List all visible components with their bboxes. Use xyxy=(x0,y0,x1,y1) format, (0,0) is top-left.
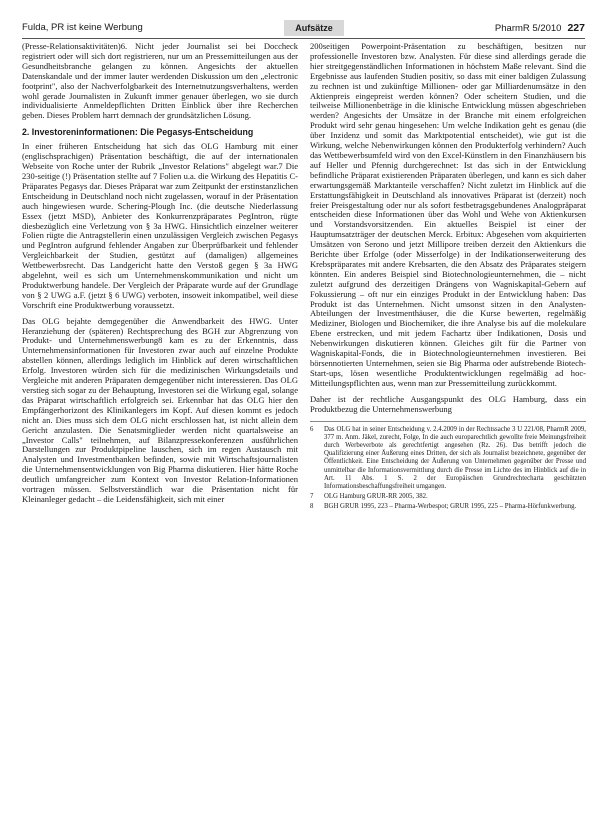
section-heading: 2. Investoreninformationen: Die Pegasys-Entscheidung xyxy=(22,127,254,138)
footnote-rule xyxy=(310,421,586,422)
running-title: Fulda, PR ist keine Werbung xyxy=(22,22,143,33)
journal-reference xyxy=(495,22,585,34)
paragraph-conclusion: Daher ist der rechtliche Ausgangspunkt des OLG Hamburg, dass ein Produktbezug die Unternehmenswerbung xyxy=(310,393,586,414)
footnote: 7 OLG Hamburg GRUR-RR 2005, 382. xyxy=(310,493,428,501)
running-header xyxy=(22,22,585,36)
footnote: 8 BGH GRUR 1995, 223 – Pharma-Werbespot; GRUR 1995, 225 – Pharma-Hörfunkwerbung. xyxy=(310,503,577,511)
footnote: 6 Das OLG hat in seiner Entscheidung v. 2.4.2009 in der Rechtssache 3 U 221/08, PharmR 2009, 377 m. Anm. Jäkel, zurecht, Folge, In die auch europarechtlich gewollte freie Meinungsfreiheit durch Werbeverbote als gerechtfertigt angesehen (Rz. 26). Das betrifft jedoch die Qualifizierung einer Äußerung eines Dritten, der sich als Journalist bezeichnete, gegenüber der Öffentlichkeit. Eine Entscheidung der Äußerung von Unternehmen gegenüber der Presse und unmittelbar die Informationsvermittlung durch die Presse im Lichte des im Hinblick auf die in Art. 11 Abs. 1 S. 2 der Europäischen Grundrechtecharta geschützten Informationsbeschaffungsfreiheit umgangen. xyxy=(310,425,586,490)
journal-issue: PharmR 5/2010 xyxy=(494,23,562,34)
paragraph-olg: Das OLG bejahte demgegenüber die Anwendbarkeit des HWG. Unter Heranziehung der (späteren) Rechtsprechung des BGH zur Abgrenzung von Produkt- und Unternehmenswerbung8 kam es zu der Erkenntnis, dass Unternehmensinformationen für Investoren zwar auch auf einzelne Produkte abstellen können, allerdings lediglich im Hinblick auf deren wirtschaftlichen Erfolg. Investoren würden sich für die medizinischen Wirkungsdetails und Vergleiche mit anderen Präparaten demgegenüber nicht interessieren. Das OLG verstieg sich sogar zu der Behauptung, Investoren sei die Wirkung egal, solange das Präparat wirtschaftlich erfolgreich sei. Erkennbar hat das OLG hier den Empfängerhorizont des Klinikanlegers im Kopf. Auf diesen kommt es jedoch nicht an. Dies muss sich dem OLG nicht erschlossen hat, ist nicht allein dem Gericht anzulasten. Die Senatsmitglieder werden nicht quartalsweise an „Investor Calls" teilnehmen, auf Bilanzpressekonferenzen ausführlichen Darstellungen zur Produktpipeline lauschen, sich im regen Austausch mit Analysten und Investmentbanken befinden, sowie mit Wirtschaftsjournalisten die Unternehmensentwicklungen von Big Pharma diskutieren. Hier hätte Roche deutlich umfangreicher zum Kontext von Investor Relation-Informationen vortragen müssen. Selbstverständlich war die Präsentation nicht für Kleinanleger gedacht – die Leidensfähigkeit, sich mit einer xyxy=(22,315,298,504)
left-column xyxy=(22,42,298,511)
paragraph-investors: 200seitigen Powerpoint-Präsentation zu beschäftigen, besitzen nur professionelle Investoren bzw. Analysten. Für diese sind allerdings gerade die hier streitgegenständlichen Informationen in höchstem Maße relevant. Sind die Ergebnisse aus laufenden Studien positiv, so dass mit einer baldigen Zulassung zu rechnen ist und zukünftige Millionen- oder gar Milliardenumsätze in den Aktienpreis eingepreist werden können? Oder scheitern Studien, und die teilweise Millionenbeträge in die klinische Entwicklung müssen abgeschrieben werden? Angesichts der Umsätze in der Branche mit einem erfolgreichen Produkt wird sehr genau hingesehen: Um welche Indikation geht es genau (die über Inzidenz und somit das Marktpotential entscheidet), wie gut ist die Wirkung, welche Nebenwirkungen können den Produkterfolg verhindern? Auch das Wettbewerbsumfeld wird von den Excel-Künstlern in den Finanzhäusern bis auf Heller und Pfennig durchgerechnet: Ist das sich in der Entwicklung befindliche Präparat existierenden Präparaten überlegen, und kann es sich daher erwartungsgemäß Marktanteile verschaffen? Nicht zuletzt im Hinblick auf die Erstattungsfähigkeit in Deutschland als innovatives Präparat ist (derzeit) noch freier Preisgestaltung oder nur als sofort festbetragsgebundenes Analogpräparat entscheiden diese Informationen über das Wohl und Wehe von Aktienkursen und Vorstandsvorsitzenden. Ein aktuelles Beispiel ist einer der Hauptumsatzträger der deutschen Merck. Erbitux: Abgesehen vom akquirierten Umsätzen von Serono und jetzt Millipore treiben derzeit den Aktienkurs die Berichte über Erfolge (oder Misserfolge) in der Indikationserweiterung des Krebspräparates mit andere Krebsarten, die den Absatz des Präparates steigern könnten. Ein anderes Beispiel sind Biotechnologieunternehmen, die – nicht zuletzt aufgrund des derzeitigen Drängens von Wagniskapital-Gebern auf Fokussierung – oft nur ein einziges Produkt in der Entwicklung haben: Das Produkt ist das Unternehmen. Nicht umsonst sitzen in den Analysten-Abteilungen der Investmenthäuser, die die Kurse bewerten, regelmäßig Mediziner, Biologen und Biochemiker, die ihre Analyse bis auf die molekulare Ebene erstrecken, und mit jedem Fachartz über Indikationen, Dosis und Nebenwirkungen diskutieren können. Gleiches gilt für die Partner von Wagniskapital-Fonds, die in Biotechnologieunternehmen investieren. Bei börsennotierten Unternehmen, seien sie Big Pharma oder aufstrebende Biotech-Start-ups, lösen wesentliche Produktentwicklungen regelmäßig ad hoc-Mitteilungspflichten aus, wenn man zur Pressemitteilung zurückkommt. xyxy=(310,41,586,388)
header-rule xyxy=(22,38,585,39)
section-tab: Aufsätze xyxy=(284,20,344,36)
paragraph-decision: In einer früheren Entscheidung hat sich das OLG Hamburg mit einer (englischsprachigen) Präsentation beschäftigt, die auf der internationalen Webseite von Roche unter der Rubrik „Investor Relations" abgelegt war.7 Die 230-seitige (!) Präsentation stellte auf 7 Folien u.a. die Wirkung des Hepatitis C-Präparates Pegasys dar. Dieses Präparat war zum Zeitpunkt der erstinstanzlichen Entscheidung in Deutschland noch nicht zugelassen, worauf in der Präsentation auch hingewiesen wurde. Schering-Plough Inc. (die deutsche Niederlassung Essex (jetzt MSD), Anbieter des Konkurrenzpräparates PegIntron, rügte diesbezüglich eine Verletzung von § 3a HWG. Hinsichtlich einzelner weiterer Folien rügte die Antragstellerin einen unzulässigen Vergleich zwischen Pegasys und PegIntron aufgrund fehlender Angaben zur Überprüfbarkeit und fehlender Vergleichbarkeit der Studien, gestützt auf (damaligen) allgemeines Wettbewerbsrecht. Das Landgericht hatte den Verstoß gegen § 3a HWG abgelehnt, weil es sich um Unternehmenskommunikation und nicht um Produktwerbung handele. Der Vergleich der Präparate wurde auf der Grundlage von § 2 UWG a.F. (jetzt § 6 UWG) verboten, insoweit inkompatibel, weil diese Vorschrift eine Produktwerbung voraussetzt. xyxy=(22,141,298,310)
paragraph-intro: (Presse-Relationsaktivitäten)6. Nicht jeder Journalist sei bei Doccheck registriert oder will sich dort registrieren, nur um an Pressemitteilungen aus der Gesundheitsbranche gelangen zu können. Angesichts der aktuellen Datenskandale und der immer lauter werdenden Diskussion um den „electronic footprint", also der Nachverfolgbarkeit des Internetnutzungsverhaltens, werden wohl gerade Journalisten in Zukunft immer genauer überlegen, wo sie durch individualisierte Anmeldepflichten Dritten Einblick über ihre Recherchen geben. Dieses Problem harrt demnach der grundsätzlichen Lösung. xyxy=(22,41,298,121)
right-column xyxy=(310,42,586,514)
page-number: 227 xyxy=(567,22,585,34)
